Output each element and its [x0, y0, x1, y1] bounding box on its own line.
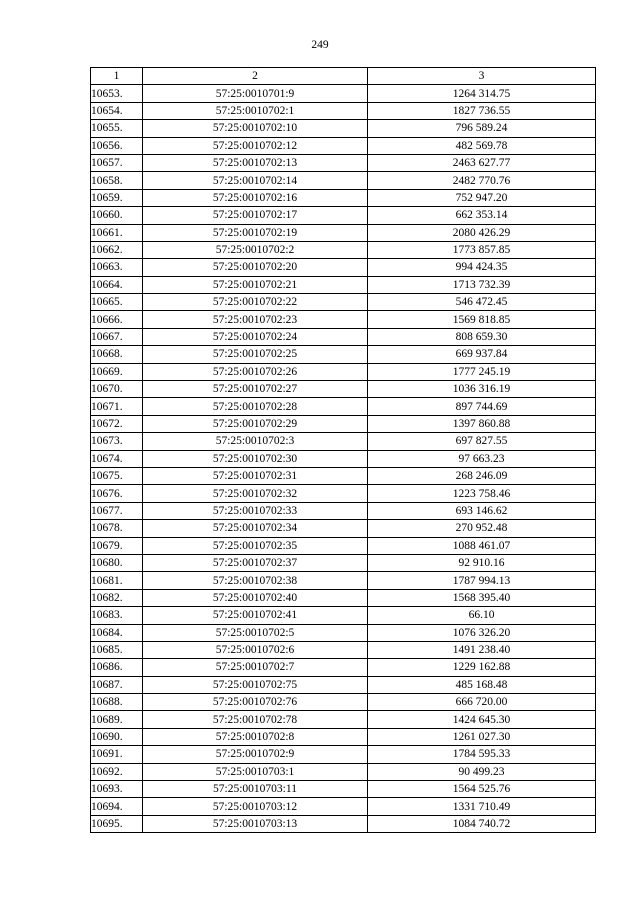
column-header-2: 2 [143, 68, 368, 85]
cadastral-value-cell: 66.10 [368, 607, 596, 624]
cadastral-value-cell: 662 353.14 [368, 207, 596, 224]
cadastral-value-cell: 546 472.45 [368, 294, 596, 311]
cadastral-number-cell: 57:25:0010702:34 [143, 520, 368, 537]
table-row [91, 641, 596, 658]
cadastral-value-cell: 485 168.48 [368, 676, 596, 693]
cadastral-value-cell: 1331 710.49 [368, 798, 596, 815]
cadastral-number-cell: 57:25:0010702:17 [143, 207, 368, 224]
cadastral-number-cell: 57:25:0010702:1 [143, 102, 368, 119]
row-number-cell: 10663. [91, 259, 143, 276]
cadastral-value-cell: 1564 525.76 [368, 781, 596, 798]
cadastral-number-cell: 57:25:0010702:26 [143, 363, 368, 380]
table-row [91, 207, 596, 224]
cadastral-value-cell: 97 663.23 [368, 450, 596, 467]
cadastral-number-cell: 57:25:0010702:27 [143, 381, 368, 398]
cadastral-number-cell: 57:25:0010702:5 [143, 624, 368, 641]
cadastral-value-cell: 994 424.35 [368, 259, 596, 276]
cadastral-value-cell: 693 146.62 [368, 502, 596, 519]
row-number-cell: 10676. [91, 485, 143, 502]
table-row [91, 676, 596, 693]
cadastral-value-cell: 808 659.30 [368, 328, 596, 345]
table-row [91, 572, 596, 589]
cadastral-number-cell: 57:25:0010703:11 [143, 781, 368, 798]
table-row [91, 433, 596, 450]
table-row [91, 415, 596, 432]
cadastral-value-cell: 752 947.20 [368, 189, 596, 206]
row-number-cell: 10670. [91, 381, 143, 398]
cadastral-value-cell: 1223 758.46 [368, 485, 596, 502]
cadastral-number-cell: 57:25:0010702:76 [143, 694, 368, 711]
row-number-cell: 10660. [91, 207, 143, 224]
table-row [91, 746, 596, 763]
row-number-cell: 10679. [91, 537, 143, 554]
table-row [91, 450, 596, 467]
table-row [91, 763, 596, 780]
cadastral-value-cell: 1036 316.19 [368, 381, 596, 398]
table-row [91, 398, 596, 415]
cadastral-number-cell: 57:25:0010702:24 [143, 328, 368, 345]
cadastral-number-cell: 57:25:0010702:38 [143, 572, 368, 589]
row-number-cell: 10689. [91, 711, 143, 728]
row-number-cell: 10692. [91, 763, 143, 780]
row-number-cell: 10675. [91, 467, 143, 484]
table-row [91, 189, 596, 206]
row-number-cell: 10665. [91, 294, 143, 311]
table-row [91, 815, 596, 832]
column-header-1: 1 [91, 68, 143, 85]
cadastral-number-cell: 57:25:0010702:13 [143, 154, 368, 171]
table-row [91, 694, 596, 711]
cadastral-number-cell: 57:25:0010702:41 [143, 607, 368, 624]
table-row [91, 537, 596, 554]
row-number-cell: 10674. [91, 450, 143, 467]
cadastral-value-cell: 1491 238.40 [368, 641, 596, 658]
table-row [91, 294, 596, 311]
row-number-cell: 10687. [91, 676, 143, 693]
row-number-cell: 10667. [91, 328, 143, 345]
cadastral-number-cell: 57:25:0010702:29 [143, 415, 368, 432]
row-number-cell: 10694. [91, 798, 143, 815]
cadastral-number-cell: 57:25:0010702:23 [143, 311, 368, 328]
table-row [91, 85, 596, 102]
cadastral-value-cell: 669 937.84 [368, 346, 596, 363]
row-number-cell: 10686. [91, 659, 143, 676]
row-number-cell: 10677. [91, 502, 143, 519]
cadastral-value-cell: 1261 027.30 [368, 728, 596, 745]
cadastral-number-cell: 57:25:0010702:14 [143, 172, 368, 189]
table-row [91, 728, 596, 745]
cadastral-number-cell: 57:25:0010702:2 [143, 241, 368, 258]
cadastral-number-cell: 57:25:0010702:16 [143, 189, 368, 206]
cadastral-number-cell: 57:25:0010703:1 [143, 763, 368, 780]
row-number-cell: 10682. [91, 589, 143, 606]
cadastral-number-cell: 57:25:0010702:21 [143, 276, 368, 293]
table-row [91, 798, 596, 815]
cadastral-value-cell: 1777 245.19 [368, 363, 596, 380]
table-row [91, 554, 596, 571]
cadastral-number-cell: 57:25:0010702:28 [143, 398, 368, 415]
table-row [91, 502, 596, 519]
cadastral-value-cell: 92 910.16 [368, 554, 596, 571]
cadastral-value-cell: 1424 645.30 [368, 711, 596, 728]
cadastral-number-cell: 57:25:0010702:40 [143, 589, 368, 606]
cadastral-number-cell: 57:25:0010702:22 [143, 294, 368, 311]
cadastral-value-cell: 1569 818.85 [368, 311, 596, 328]
table-row [91, 224, 596, 241]
cadastral-number-cell: 57:25:0010702:10 [143, 120, 368, 137]
cadastral-number-cell: 57:25:0010702:33 [143, 502, 368, 519]
row-number-cell: 10654. [91, 102, 143, 119]
cadastral-value-cell: 2482 770.76 [368, 172, 596, 189]
cadastral-value-cell: 697 827.55 [368, 433, 596, 450]
cadastral-value-table [90, 67, 596, 833]
row-number-cell: 10671. [91, 398, 143, 415]
row-number-cell: 10673. [91, 433, 143, 450]
cadastral-value-cell: 796 589.24 [368, 120, 596, 137]
cadastral-value-cell: 268 246.09 [368, 467, 596, 484]
cadastral-number-cell: 57:25:0010702:7 [143, 659, 368, 676]
cadastral-number-cell: 57:25:0010702:12 [143, 137, 368, 154]
cadastral-number-cell: 57:25:0010703:12 [143, 798, 368, 815]
table-row [91, 589, 596, 606]
row-number-cell: 10683. [91, 607, 143, 624]
cadastral-value-cell: 1264 314.75 [368, 85, 596, 102]
table-row [91, 102, 596, 119]
row-number-cell: 10678. [91, 520, 143, 537]
row-number-cell: 10653. [91, 85, 143, 102]
table-row [91, 624, 596, 641]
row-number-cell: 10657. [91, 154, 143, 171]
cadastral-value-cell: 1088 461.07 [368, 537, 596, 554]
cadastral-value-cell: 1397 860.88 [368, 415, 596, 432]
row-number-cell: 10656. [91, 137, 143, 154]
row-number-cell: 10685. [91, 641, 143, 658]
row-number-cell: 10664. [91, 276, 143, 293]
table-row [91, 346, 596, 363]
row-number-cell: 10666. [91, 311, 143, 328]
page-number: 249 [311, 39, 329, 51]
table-row [91, 241, 596, 258]
cadastral-value-cell: 1784 595.33 [368, 746, 596, 763]
cadastral-number-cell: 57:25:0010702:31 [143, 467, 368, 484]
cadastral-number-cell: 57:25:0010702:20 [143, 259, 368, 276]
cadastral-number-cell: 57:25:0010702:8 [143, 728, 368, 745]
cadastral-value-cell: 1076 326.20 [368, 624, 596, 641]
row-number-cell: 10669. [91, 363, 143, 380]
row-number-cell: 10672. [91, 415, 143, 432]
row-number-cell: 10695. [91, 815, 143, 832]
table-row [91, 172, 596, 189]
row-number-cell: 10680. [91, 554, 143, 571]
row-number-cell: 10662. [91, 241, 143, 258]
row-number-cell: 10691. [91, 746, 143, 763]
cadastral-number-cell: 57:25:0010701:9 [143, 85, 368, 102]
cadastral-value-cell: 90 499.23 [368, 763, 596, 780]
table-row [91, 711, 596, 728]
row-number-cell: 10661. [91, 224, 143, 241]
cadastral-number-cell: 57:25:0010702:35 [143, 537, 368, 554]
table-row [91, 485, 596, 502]
row-number-cell: 10690. [91, 728, 143, 745]
table-row [91, 381, 596, 398]
row-number-cell: 10668. [91, 346, 143, 363]
row-number-cell: 10688. [91, 694, 143, 711]
row-number-cell: 10684. [91, 624, 143, 641]
table-row [91, 311, 596, 328]
cadastral-number-cell: 57:25:0010703:13 [143, 815, 368, 832]
cadastral-value-cell: 1084 740.72 [368, 815, 596, 832]
cadastral-number-cell: 57:25:0010702:32 [143, 485, 368, 502]
table-row [91, 781, 596, 798]
cadastral-value-cell: 1713 732.39 [368, 276, 596, 293]
cadastral-number-cell: 57:25:0010702:75 [143, 676, 368, 693]
table-row [91, 154, 596, 171]
table-row [91, 276, 596, 293]
table-row [91, 120, 596, 137]
cadastral-value-cell: 1827 736.55 [368, 102, 596, 119]
cadastral-number-cell: 57:25:0010702:6 [143, 641, 368, 658]
row-number-cell: 10658. [91, 172, 143, 189]
cadastral-value-cell: 270 952.48 [368, 520, 596, 537]
cadastral-value-cell: 2080 426.29 [368, 224, 596, 241]
cadastral-number-cell: 57:25:0010702:37 [143, 554, 368, 571]
table-row [91, 328, 596, 345]
cadastral-number-cell: 57:25:0010702:25 [143, 346, 368, 363]
table-row [91, 607, 596, 624]
cadastral-number-cell: 57:25:0010702:3 [143, 433, 368, 450]
cadastral-value-cell: 1229 162.88 [368, 659, 596, 676]
table-row [91, 520, 596, 537]
cadastral-value-cell: 666 720.00 [368, 694, 596, 711]
cadastral-number-cell: 57:25:0010702:19 [143, 224, 368, 241]
cadastral-value-cell: 1568 395.40 [368, 589, 596, 606]
table-header-row [91, 68, 596, 85]
cadastral-value-cell: 2463 627.77 [368, 154, 596, 171]
row-number-cell: 10655. [91, 120, 143, 137]
row-number-cell: 10693. [91, 781, 143, 798]
cadastral-number-cell: 57:25:0010702:78 [143, 711, 368, 728]
row-number-cell: 10681. [91, 572, 143, 589]
cadastral-value-cell: 1787 994.13 [368, 572, 596, 589]
cadastral-value-cell: 1773 857.85 [368, 241, 596, 258]
table-row [91, 659, 596, 676]
column-header-3: 3 [368, 68, 596, 85]
cadastral-value-cell: 897 744.69 [368, 398, 596, 415]
table-row [91, 137, 596, 154]
cadastral-value-cell: 482 569.78 [368, 137, 596, 154]
cadastral-number-cell: 57:25:0010702:9 [143, 746, 368, 763]
table-row [91, 363, 596, 380]
table-body [91, 85, 596, 833]
row-number-cell: 10659. [91, 189, 143, 206]
table-row [91, 259, 596, 276]
table-row [91, 467, 596, 484]
cadastral-number-cell: 57:25:0010702:30 [143, 450, 368, 467]
